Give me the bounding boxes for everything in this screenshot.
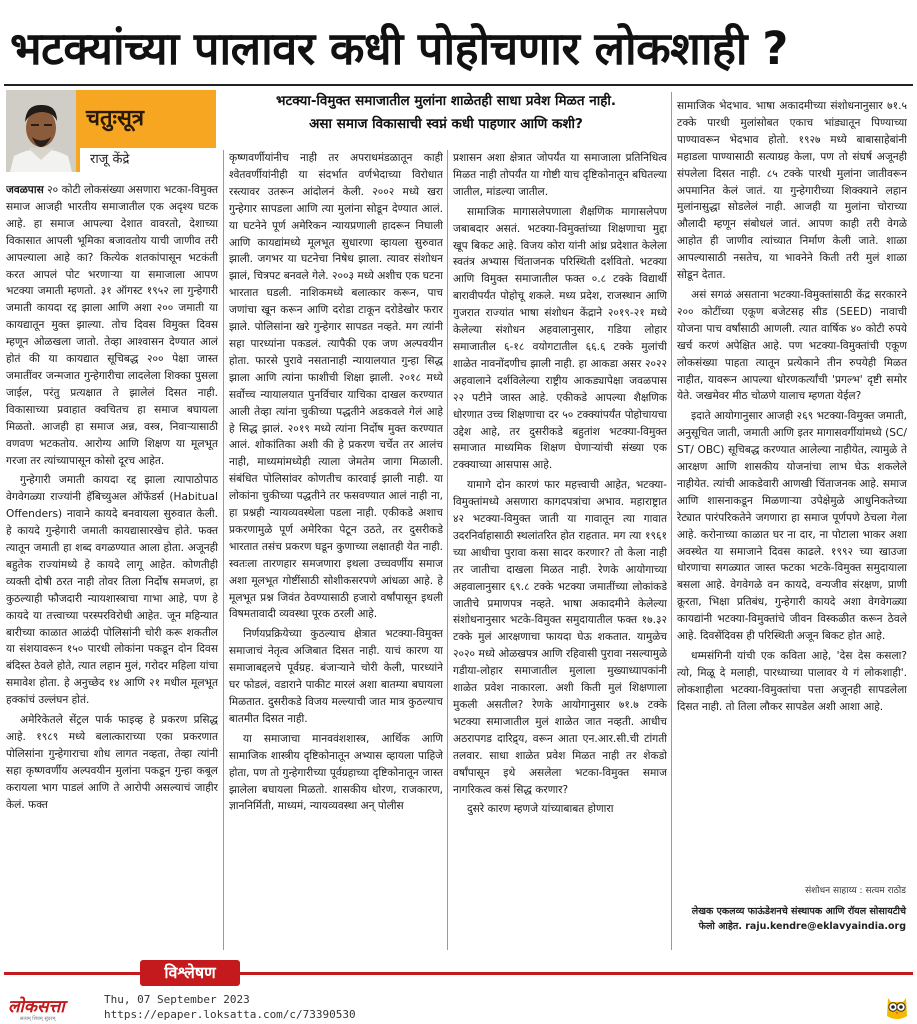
column-divider-1 <box>223 150 224 950</box>
deck-line-1: भटक्या-विमुक्त समाजातील मुलांना शाळेतही साधा प्रवेश मिळत नाही. <box>275 93 616 109</box>
author-bio: लेखक एकलव्य फाऊंडेशनचे संस्थापक आणि रॉयल सोसायटीचे फेलो आहेत. raju.kendre@eklavyaindia.org <box>691 906 906 932</box>
paragraph: कृष्णवर्णीयांनीच नाही तर अपराधमंडळातून काही श्वेतवर्णीयांनीही या संदर्भात वर्णभेदाच्या विरोधात रस्त्यावर उतरून आंदोलनं केली. २००२ मध्ये खरा गुन्हेगार सापडला आणि त्या मुलांना सोडून देण्यात आलं. या घटनेने पूर्ण अमेरिकन न्यायप्रणाली हादरून निघाली आणि कायद्यांमध्ये मूलभूत सुधारणा व्हायला सुरुवात झाली. जगभर या घटनेचा निषेध झाला. त्यावर संशोधन झालं, चित्रपट बनवले गेले. २००३ मध्ये अशीच एक घटना भारतात घडली. नाशिकमध्ये बलात्कार करून, पाच जणांचा खून करून आणि दरोडा टाकून दरोडेखोर फरार झाले. पोलिसांना खरे गुन्हेगार सापडत नव्हते. मग त्यांनी सहा पारध्यांना पकडलं. त्यापैकी एक जण अल्पवयीन होता. फारसे पुरावे नसतानाही न्यायालयात गुन्हा सिद्ध झाला आणि त्यांना फाशीची शिक्षा झाली. २०१८ मध्ये सर्वोच्च न्यायालयात पुनर्विचार याचिका दाखल करण्यात आली तेव्हा त्यांना चुकीच्या पद्धतीने अडकवले गेलं आहे हे सिद्ध झालं. २०१९ मध्ये त्यांना निर्दोष मुक्त करण्यात आलं. शोकांतिका अशी की हे प्रकरण चर्चेत तर आलंच नाही, माध्यमांमध्येही त्याला जेमतेम जागा मिळाली. संबंधित पोलिसांवर कोणतीच कारवाई झाली नाही. या लोकांना चुकीच्या पद्धतीने तर फसवण्यात आलं नाही ना, हा प्रश्नही न्यायव्यवस्थेला पडला नाही. एकीकडे अशाच प्रकरणामुळे पूर्ण अमेरिका पेटून उठते, तर दुसरीकडे भारतात तसंच प्रकरण घडून कुणाच्या लक्षातही येत नाही. स्वतःला तारणहार समजणारा इथला उच्चवर्णीय समाज अशा मूलभूत गोष्टींसाठी सोशीकसरपणे आंधळा आहे. हे मूलभूत प्रश्न जिवंत ठेवण्यासाठी हजारो वर्षांपासून इथली विषमतावादी व्यवस्था पूरक ठरली आहे. <box>229 152 443 621</box>
column-tag: चतुःसूत्र <box>76 90 216 148</box>
section-label: विश्लेषण <box>140 960 240 986</box>
paragraph: सामाजिक भेदभाव. भाषा अकादमीच्या संशोधनानुसार ७१.५ टक्के पारधी मुलांसोबत एकाच भांड्यातून पिण्याच्या पाण्यावरून भेदभाव होतो. १९२७ मध्ये बाबासाहेबांनी महाडला पाण्यासाठी सत्याग्रह केला, पण तो संघर्ष अजूनही संपलेला दिसत नाही. ८५ टक्के पारधी मुलांना जातीवरून अपमानित केलं जातं. या गुन्हेगारीच्या शिक्क्याने लहान मुलांनासुद्धा सोडलेलं नाही. आजही या मुलांना चोराच्या औलादी म्हणून संबोधलं जातं. आपण काही तरी वेगळे आहोत ही जाणीव त्यांच्यात निर्माण केली जाते. शाळा आपल्यासाठी नसतेच, या भावनेने किती तरी मुलं शाळा सोडून देतात. <box>677 100 907 282</box>
paragraph: दुसरे कारण म्हणजे यांच्याबाबत होणारा <box>467 803 614 816</box>
article-column-4 <box>677 98 907 878</box>
edition-date: Thu, 07 September 2023 <box>104 993 250 1006</box>
paragraph: यामागे दोन कारणं फार महत्त्वाची आहेत, भटक्या-विमुक्तांमध्ये असणारा कागदपत्रांचा अभाव. महाराष्ट्रात ४२ भटक्या-विमुक्त जाती या गावातून त्या गावात उदरनिर्वाहासाठी स्थलांतरित होत राहतात. मग त्या १९६१ च्या आधीचा पुरावा कसा सादर करणार? तो केला नाही तर जातीचा दाखला मिळत नाही. रेणके आयोगाच्या अहवालानुसार ६९.८ टक्के भटक्या जमातींच्या लोकांकडे जातीचे प्रमाणपत्र नव्हते. भाषा अकादमीने केलेल्या संशोधनानुसार भटके-विमुक्त समुदायातील फक्त १७.३२ टक्के मुलं आरक्षणाचा फायदा घेऊ शकतात. यामुळेच २०२० मध्ये ओळखपत्र आणि रहिवासी पुरावा नसल्यामुळे गडीया-लोहार समाजातील मुलाला मुख्याध्यापकांनी शाळेत प्रवेश नाकारला. अशी किती मुलं शिक्षणाला मुकली असतील? रेणके आयोगानुसार ७१.७ टक्के भटक्या समाजातील मुलं शाळेत जात नव्हती. आधीच अठरापगड दारिद्र्य, वरून आता एन.आर.सी.ची टांगती तलवार. साधा शाळेत प्रवेश मिळत नाही तर शेकडो वर्षांपासून इथे असलेला भटका-विमुक्त समाज नागरिकत्व कसं सिद्ध करणार? <box>453 479 667 796</box>
column-divider-2 <box>447 150 448 950</box>
section-band <box>4 958 913 988</box>
paragraph: गुन्हेगारी जमाती कायदा रद्द झाला त्यापाठोपाठ वेगवेगळ्या राज्यांनी हॅबिच्युअल ऑफेंडर्स (Habitual Offenders) नावाने कायदे बनवायला सुरुवात केली. हे कायदे गुन्हेगारी जमाती कायद्यासारखेच होते. फक्त त्यातून जमाती हा शब्द वगळण्यात आला होता. अजूनही बहुतेक राज्यांमध्ये हे कायदे लागू आहेत. कोणतीही व्यक्ती दोषी ठरत नाही तोवर तिला निर्दोष समजणं, हा कुठल्याही फौजदारी न्यायशास्त्राचा गाभा आहे, पण हे कायदे या तत्त्वाच्या परस्परविरोधी आहेत. जून महिन्यात बारीच्या काळात आळंदी पोलिसांनी चोरी करू शकतील या संशयावरून १५० पारधी लोकांना पकडून दोन दिवस बंदिस्त ठेवले होते, त्यात लहान मुलं, गरोदर महिला यांचा समावेश होता. हे अनुच्छेद १४ आणि २१ मधील मूलभूत हक्कांचं उल्लंघन होतं. <box>6 474 218 707</box>
paragraph: धम्मसंगिनी यांची एक कविता आहे, 'देस देस कसला? त्यो, मिळू दे मलाही, पारध्याच्या पालावर ये गं लोकशाही'. लोकशाहीला भटक्या-विमुक्तांचा पत्ता अजूनही सापडलेला दिसत नाही. तो तिला लौकर सापडेल अशी आशा आहे. <box>677 650 907 713</box>
author-box <box>4 90 218 176</box>
epaper-url[interactable]: https://epaper.loksatta.com/c/73390530 <box>104 1008 356 1021</box>
article-column-1 <box>6 182 218 934</box>
paragraph: या समाजाचा मानववंशशास्त्र, आर्थिक आणि सामाजिक शास्त्रीय दृष्टिकोनातून अभ्यास व्हायला पाहिजे होता, पण तो गुन्हेगारीच्या पूर्वग्रहाच्या दृष्टिकोनातून जास्त झालेला बघायला मिळतो. शासकीय धोरण, राजकारण, ज्ञाननिर्मिती, माध्यमं, न्यायव्यवस्था अन् पोलीस <box>229 732 443 813</box>
deck-line-2: असा समाज विकासाची स्वप्नं कधी पाहणार आणि कशी? <box>309 116 583 132</box>
author-photo-image <box>6 90 76 172</box>
paragraph: निर्णयप्रक्रियेच्या कुठल्याच क्षेत्रात भटक्या-विमुक्त समाजाचं नेतृत्व अजिबात दिसत नाही. याचं कारण या समाजाबद्दलचे पूर्वग्रह. बंजाऱ्याने चोरी केली, पारध्यांने घर फोडलं, वडाराने पाकीट मारलं अशा बातम्या बघायला मिळतात. दुसरीकडे विजय मल्ल्याची जात मात्र कुठल्याच बातमीत दिसत नाही. <box>229 628 443 725</box>
headline: भटक्यांच्या पालावर कधी पोहोचणार लोकशाही ? <box>10 22 788 75</box>
owl-icon[interactable] <box>882 992 912 1022</box>
author-name: राजू केंद्रे <box>76 148 216 172</box>
paragraph: अमेरिकेतले सेंट्रल पार्क फाइव्ह हे प्रकरण प्रसिद्ध आहे. १९८९ मध्ये बलात्काराच्या एका प्रकरणात पोलिसांना गुन्हेगाराचा शोध लागत नव्हता, तेव्हा त्यांनी सहा कृष्णवर्णीय अल्पवयीन मुलांना पकडून गुन्हा कबूल करायला भाग पाडलं आणि ते आरोपी असल्याचं जाहीर केलं. फक्त <box>6 714 218 811</box>
column-divider-3 <box>671 92 672 950</box>
headline-rule <box>4 84 913 86</box>
research-credit: संशोधन साहाय्य : सत्यम राठोड <box>805 886 906 896</box>
loksatta-logo[interactable]: लोकसत्ता <box>8 997 65 1017</box>
article-column-3 <box>453 150 667 940</box>
paragraph: सामाजिक मागासलेपणाला शैक्षणिक मागासलेपण जबाबदार असतं. भटक्या-विमुक्तांच्या शिक्षणाचा मुद्दा खूप बिकट आहे. विजय कोरा यांनी आंध्र प्रदेशात केलेला स्वतंत्र अभ्यास चिंताजनक परिस्थिती दर्शवितो. भटक्या आणि विमुक्त समाजातील फक्त ०.८ टक्के विद्यार्थी बारावीपर्यंत पोहोचू शकले. मध्य प्रदेश, राजस्थान आणि गुजरात राज्यांत भाषा संशोधन केंद्राने २०१९-२१ मध्ये केलेल्या संशोधन अहवालानुसार, गडिया लोहार समाजातील ६-१८ वयोगटातील ६६.६ टक्के मुलांची शाळेत नावनोंदणीच झाली नाही. हा आकडा असर २०२२ अहवालाने दर्शविलेल्या राष्ट्रीय आकड्यापेक्षा जवळपास २२ पटीने जास्त आहे. एकीकडे आपल्या शैक्षणिक धोरणात उच्च शिक्षणाचा दर ५० टक्क्यांपर्यंत पोहोचायचा उद्देश आहे, तर दुसरीकडे बहुतांश भटक्या-विमुक्त समाजात माध्यमिक शिक्षण घेणाऱ्यांची संख्या एक टक्क्याच्या आसपास आहे. <box>453 205 667 472</box>
article-column-2 <box>229 150 443 940</box>
lead-word: जवळपास <box>6 184 44 196</box>
paragraph: इदाते आयोगानुसार आजही २६९ भटक्या-विमुक्त जमाती, अनुसूचित जाती, जमाती आणि इतर मागासवर्गीयांमध्ये (SC/ ST/ OBC) सूचिबद्ध करण्यात आलेल्या नाहीयेत, त्यामुळे ते आरक्षण आणि शासकीय योजनांचा लाभ घेऊ शकलेले नाहीयेत. त्यांची आकडेवारी आणखी चिंताजनक आहे. समाज आणि शासनाकडून मिळणाऱ्या उपेक्षेमुळे आधुनिकतेच्या रेट्यात पारंपरिकतेने जगणारा हा समाज पूर्णपणे ठेचला गेला आहे. करोनाच्या काळात घर ना दार, ना पोटाला भाकर अशा अवस्थेत या समाजाने दिवस काढले. १९९२ च्या खाउजा धोरणाचा सगळ्यात जास्त फटका भटके-विमुक्त समुदायाला बसला आहे. वेगवेगळे वन कायदे, वन्यजीव संरक्षण, प्राणी क्रूरता, भिक्षा प्रतिबंध, गुन्हेगारी कायदे अशा वेगवेगळ्या कायद्यांनी भटक्या-विमुक्तांचे जीवन विस्कळीत करून ठेवले आहे. दिवसेंदिवस ही परिस्थिती अजून बिकट होत आहे. <box>677 410 907 643</box>
logo-tagline: सत्यम् शिवम् सुंदरम् <box>20 1016 56 1022</box>
epaper-footer <box>0 990 917 1024</box>
paragraph: प्रशासन अशा क्षेत्रात जोपर्यंत या समाजाला प्रतिनिधित्व मिळत नाही तोपर्यंत या गोष्टी याच दृष्टिकोनातून बघितल्या जातील, मांडल्या जातील. <box>453 152 667 198</box>
paragraph: जवळपास २० कोटी लोकसंख्या असणारा भटका-विमुक्त समाज आजही भारतीय समाजातील एक अदृश्य घटक आहे. हा समाज आपल्या देशात वावरतो, देशाच्या विकासात आपली भूमिका बजावतोय याची जाणीव तरी आपल्याला आहे का? कित्येक शतकांपासून भटकंती करत आपलं पोट भरणाऱ्या या समाजाला आपण भटक्या जमाती म्हणतो. ३१ ऑगस्ट १९५२ ला गुन्हेगारी जमाती कायदा रद्द झाला आणि अशा २०० जमाती या कायद्यातून मुक्त झाल्या. तोच दिवस विमुक्त दिवस म्हणून ओळखला जातो. तेव्हा आश्वासन देण्यात आलं होतं की या कायद्यात सूचिबद्ध २०० पेक्षा जास्त जमातींवर जन्मजात गुन्हेगारीचा लादलेला शिक्का पुसला जाईल, परंतु प्रत्यक्षात ते झालेलं दिसत नाही. विकासाच्या प्रवाहात क्वचितच हा समाज बघायला मिळतो. आजही हा समाज अन्न, वस्त्र, निवाऱ्यासाठी वणवण भटकतोय. आरोग्य आणि शिक्षण या मूलभूत गरजा तर त्यांच्यापासून कोसो दूरच आहेत. <box>6 184 218 467</box>
paragraph: असं सगळं असताना भटक्या-विमुक्तांसाठी केंद्र सरकारने २०० कोटींच्या एकूण बजेटसह सीड (SEED) नावाची योजना पाच वर्षांसाठी आणली. त्यात वार्षिक ४० कोटी रुपये खर्च करणं अपेक्षित आहे. पण भटक्या-विमुक्तांची एकूण लोकसंख्या पाहता त्यातून प्रत्येकाने तीन रुपयेही मिळत नाहीत, यावरून आपल्या धोरणकर्त्यांची 'प्रगल्भ' दृष्टी समोर येते. जखमेवर मीठ चोळणे यालाच म्हणता येईल? <box>677 288 907 403</box>
deck <box>226 90 666 146</box>
author-tag-bar <box>76 148 80 172</box>
author-photo <box>6 90 76 172</box>
